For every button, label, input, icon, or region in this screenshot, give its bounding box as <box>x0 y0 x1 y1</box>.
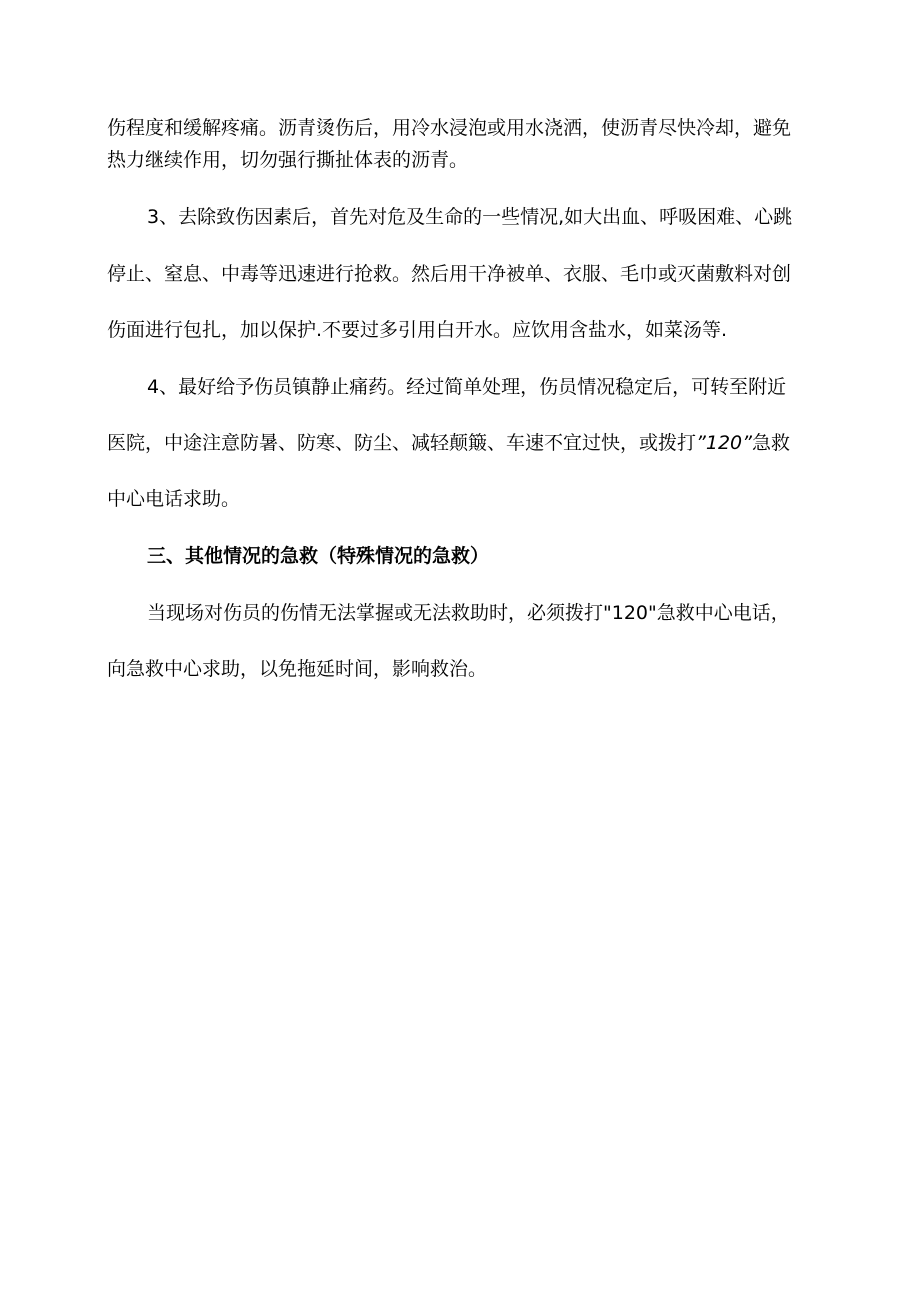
paragraph-3-line-2-text: 医院，中途注意防暑、防寒、防尘、减轻颠簸、车速不宜过快，或拨打 <box>107 432 697 454</box>
emergency-number: ”120” <box>696 432 752 454</box>
paragraph-3-line-2 <box>107 431 790 455</box>
paragraph-1-line-1: 伤程度和缓解疼痛。沥青烫伤后，用冷水浸泡或用水浇洒，使沥青尽快冷却，避免 <box>107 117 792 139</box>
paragraph-2-line-3: 伤面进行包扎，加以保护.不要过多引用白开水。应饮用含盐水，如菜汤等. <box>107 319 728 341</box>
paragraph-4-line-2: 向急救中心求助，以免拖延时间，影响救治。 <box>107 658 488 680</box>
paragraph-1-line-2: 热力继续作用，切勿强行撕扯体表的沥青。 <box>107 149 469 171</box>
paragraph-3-line-3: 中心电话求助。 <box>107 488 241 510</box>
section-heading: 三、其他情况的急救（特殊情况的急救） <box>147 545 490 567</box>
paragraph-2-line-2: 停止、窒息、中毒等迅速进行抢救。然后用干净被单、衣服、毛巾或灭菌敷料对创 <box>107 263 792 285</box>
paragraph-2-line-1: 3、去除致伤因素后，首先对危及生命的一些情况,如大出血、呼吸困难、心跳 <box>147 206 793 228</box>
paragraph-3-line-2-tail: 急救 <box>751 432 790 454</box>
paragraph-4-line-1: 当现场对伤员的伤情无法掌握或无法救助时，必须拨打"120"急救中心电话， <box>147 602 790 624</box>
paragraph-3-line-1: 4、最好给予伤员镇静止痛药。经过简单处理，伤员情况稳定后，可转至附近 <box>147 376 787 398</box>
